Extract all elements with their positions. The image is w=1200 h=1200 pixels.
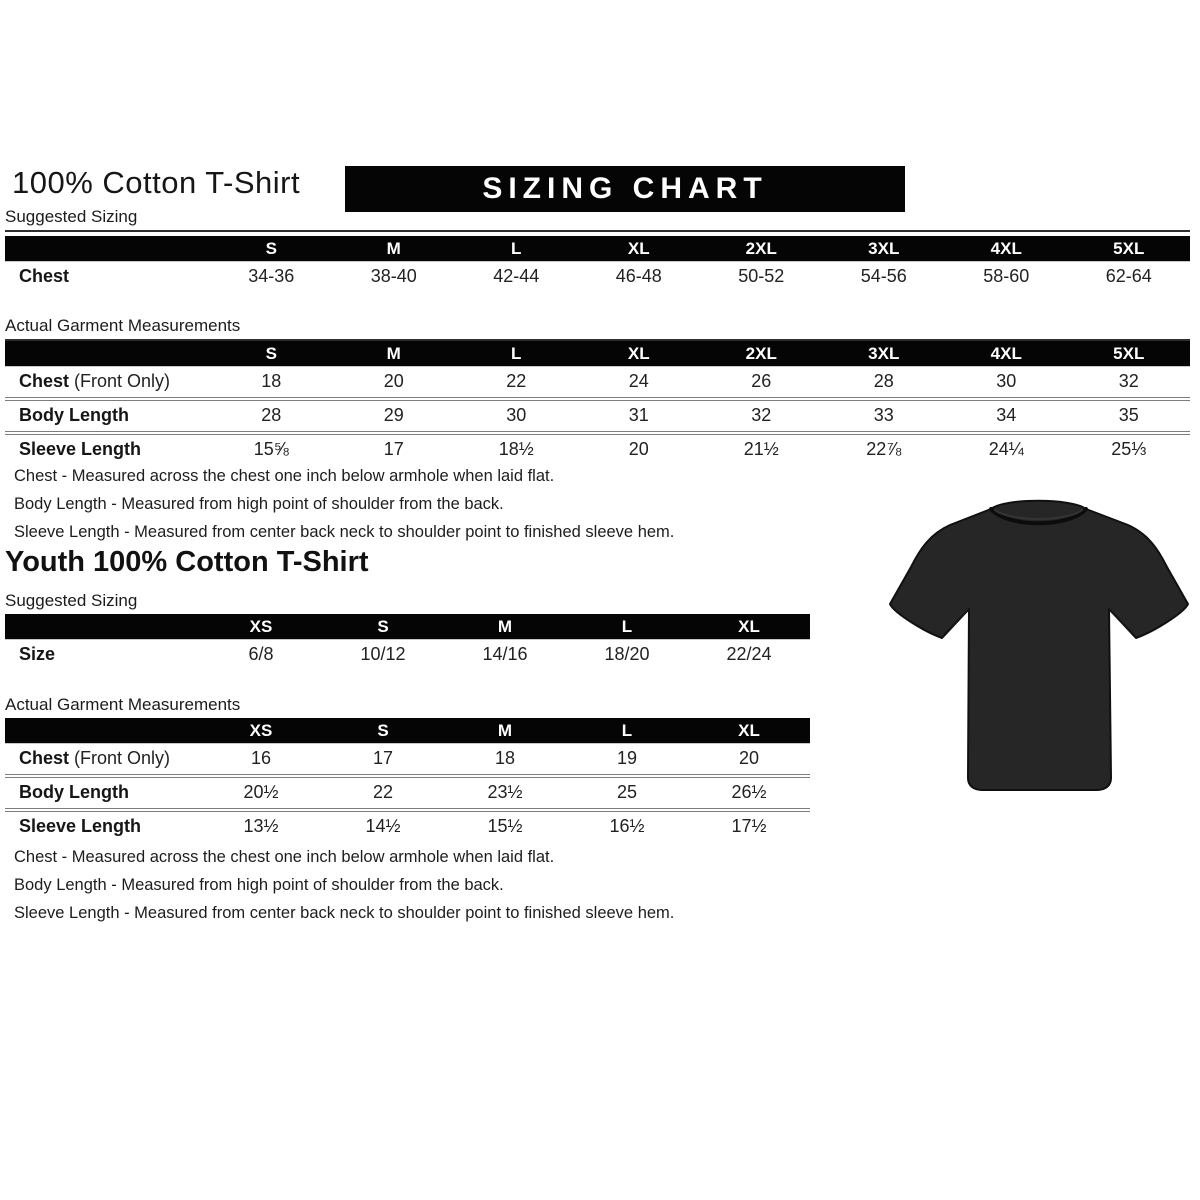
measurement-value: 22 [372, 782, 394, 802]
tshirt-icon [883, 476, 1198, 811]
header-spacer-cell [5, 718, 200, 744]
size-column-header: 5XL [1068, 341, 1191, 367]
page-title: 100% Cotton T-Shirt [12, 165, 301, 200]
measurement-value: 22 [506, 371, 527, 391]
row-label: Sleeve Length [19, 439, 142, 459]
measurement-value: 19 [616, 748, 638, 768]
measurement-value: 34-36 [248, 266, 295, 286]
black-tshirt-image [883, 476, 1198, 811]
sizing-table [5, 341, 1190, 465]
sizing-chart-banner: SIZING CHART [345, 166, 905, 212]
note-line: Chest - Measured across the chest one inch below armhole when laid flat. [14, 467, 555, 485]
measurement-value: 38-40 [370, 266, 417, 286]
table-row [5, 367, 1190, 400]
measurement-value: 46-48 [615, 266, 662, 286]
size-column-header: 3XL [823, 341, 946, 367]
measurement-value: 16 [250, 748, 272, 768]
table-row [5, 810, 810, 842]
measurement-value: 22/24 [726, 644, 772, 664]
measurement-value: 17½ [731, 816, 767, 836]
table-row [5, 433, 1190, 465]
measurement-value: 32 [1118, 371, 1139, 391]
note-line: Chest - Measured across the chest one inch below armhole when laid flat. [14, 848, 555, 866]
size-column-header: L [566, 718, 688, 744]
measurement-value: 34 [996, 405, 1017, 425]
size-column-header: XL [578, 236, 701, 262]
row-label: Body Length [19, 782, 129, 802]
measurement-value: 20 [383, 371, 404, 391]
adult-suggested-sizing-label: Suggested Sizing [5, 207, 1190, 232]
youth-suggested-sizing-table [5, 614, 810, 670]
measurement-value: 24 [628, 371, 649, 391]
header-spacer-cell [5, 614, 200, 640]
measurement-value: 10/12 [360, 644, 406, 664]
table-row [5, 399, 1190, 433]
measurement-value: 15⅝ [253, 439, 289, 459]
measurement-value: 14½ [365, 816, 401, 836]
measurement-value: 30 [996, 371, 1017, 391]
measurement-value: 25 [616, 782, 638, 802]
row-label: Chest (Front Only) [19, 371, 171, 391]
size-column-header: 3XL [823, 236, 946, 262]
table-row [5, 744, 810, 777]
measurement-value: 18½ [498, 439, 534, 459]
sizing-table [5, 236, 1190, 292]
measurement-value: 18 [494, 748, 516, 768]
table-row [5, 640, 810, 671]
row-label: Size [19, 644, 56, 664]
measurement-value: 26 [751, 371, 772, 391]
measurement-value: 13½ [243, 816, 279, 836]
measurement-value: 31 [628, 405, 649, 425]
size-column-header: L [566, 614, 688, 640]
size-column-header: XL [578, 341, 701, 367]
size-column-header: XL [688, 718, 810, 744]
youth-actual-measurements-label: Actual Garment Measurements [5, 695, 810, 720]
measurement-value: 32 [751, 405, 772, 425]
youth-measurement-notes [14, 843, 674, 927]
measurement-value: 23½ [487, 782, 523, 802]
note-line: Body Length - Measured from high point of shoulder from the back. [14, 876, 504, 894]
row-label: Body Length [19, 405, 129, 425]
measurement-value: 17 [383, 439, 404, 459]
measurement-value: 28 [873, 371, 894, 391]
note-line: Sleeve Length - Measured from center back neck to shoulder point to finished sleeve hem. [14, 523, 675, 541]
measurement-value: 21½ [743, 439, 779, 459]
measurement-value: 20 [738, 748, 760, 768]
size-column-header: 5XL [1068, 236, 1191, 262]
table-row [5, 776, 810, 810]
measurement-value: 6/8 [248, 644, 274, 664]
size-column-header: M [333, 236, 456, 262]
measurement-value: 29 [383, 405, 404, 425]
measurement-value: 58-60 [983, 266, 1030, 286]
measurement-value: 20½ [243, 782, 279, 802]
size-column-header: 4XL [945, 236, 1068, 262]
measurement-value: 18/20 [604, 644, 650, 664]
size-column-header: S [322, 718, 444, 744]
row-label: Chest (Front Only) [19, 748, 171, 768]
measurement-value: 62-64 [1105, 266, 1152, 286]
size-column-header: XS [200, 614, 322, 640]
size-column-header: L [455, 341, 578, 367]
youth-suggested-sizing-label: Suggested Sizing [5, 591, 810, 616]
size-column-header: S [210, 236, 333, 262]
measurement-value: 15½ [487, 816, 523, 836]
measurement-value: 16½ [609, 816, 645, 836]
measurement-value: 14/16 [482, 644, 528, 664]
size-column-header: M [444, 614, 566, 640]
measurement-value: 18 [261, 371, 282, 391]
measurement-value: 28 [261, 405, 282, 425]
note-line: Sleeve Length - Measured from center back neck to shoulder point to finished sleeve hem. [14, 904, 675, 922]
adult-actual-measurements-table [5, 341, 1190, 465]
measurement-value: 42-44 [493, 266, 540, 286]
size-column-header: S [322, 614, 444, 640]
size-column-header: 2XL [700, 236, 823, 262]
size-column-header: L [455, 236, 578, 262]
table-row [5, 262, 1190, 293]
measurement-value: 33 [873, 405, 894, 425]
measurement-value: 54-56 [860, 266, 907, 286]
header-spacer-cell [5, 236, 210, 262]
note-line: Body Length - Measured from high point of shoulder from the back. [14, 495, 504, 513]
tshirt-body [890, 501, 1188, 790]
sizing-table [5, 614, 810, 670]
size-column-header: XL [688, 614, 810, 640]
youth-actual-measurements-table [5, 718, 810, 842]
sizing-table [5, 718, 810, 842]
size-column-header: XS [200, 718, 322, 744]
measurement-value: 30 [506, 405, 527, 425]
measurement-value: 26½ [731, 782, 767, 802]
measurement-value: 22⅞ [866, 439, 902, 459]
row-label: Sleeve Length [19, 816, 142, 836]
row-label: Chest [19, 266, 70, 286]
measurement-value: 20 [628, 439, 649, 459]
size-column-header: M [333, 341, 456, 367]
size-column-header: M [444, 718, 566, 744]
youth-section-title: Youth 100% Cotton T-Shirt [5, 546, 369, 578]
size-column-header: 4XL [945, 341, 1068, 367]
measurement-value: 17 [372, 748, 394, 768]
adult-suggested-sizing-table [5, 236, 1190, 292]
size-column-header: S [210, 341, 333, 367]
adult-actual-measurements-label: Actual Garment Measurements [5, 316, 1190, 341]
measurement-value: 25⅓ [1111, 439, 1147, 459]
size-column-header: 2XL [700, 341, 823, 367]
measurement-value: 35 [1118, 405, 1139, 425]
measurement-value: 24¼ [988, 439, 1024, 459]
header-spacer-cell [5, 341, 210, 367]
adult-measurement-notes [14, 462, 674, 546]
measurement-value: 50-52 [738, 266, 785, 286]
